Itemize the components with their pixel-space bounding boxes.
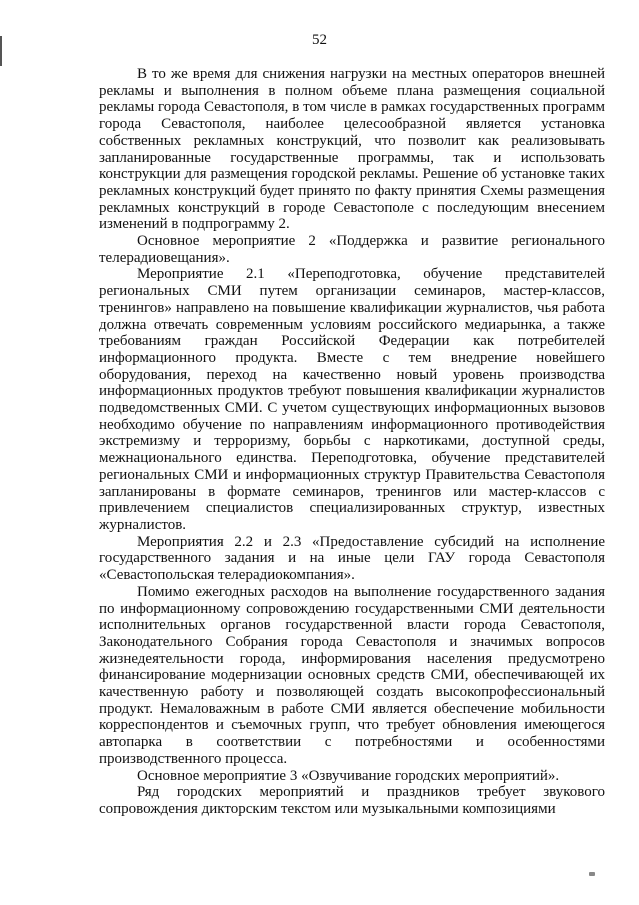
page-number: 52 — [312, 32, 327, 48]
paragraph-main-event-3-heading: Основное мероприятие 3 «Озвучивание городских мероприятий». — [137, 767, 560, 784]
paragraph-events-2-2-2-3: Мероприятия 2.2 и 2.3 «Предоставление субсидий на исполнение государственного задания и на иные цели ГАУ города Севастополя «Севастопольская телерадиокомпания». — [99, 533, 605, 584]
paragraph-city-events-sound: Ряд городских мероприятий и праздников требует звукового сопровождения дикторским текстом или музыкальными композициями — [99, 784, 605, 817]
paragraph-event-2-1: Мероприятие 2.1 «Переподготовка, обучение представителей региональных СМИ путем организации семинаров, мастер-классов, тренингов» направлено на повышение квалификации журналистов, чья работа должна отвечать современным условиям российского медиарынка, а также требованиям граждан Российской Федерации как потребителей информационного продукта. Вместе с тем внедрение новейшего оборудования, переход на качественно новый уровень производства информационных продуктов требуют повышения квалификации журналистов подведомственных СМИ. С учетом существующих информационных вызовов необходимо обучение по направлениям информационного противодействия экстремизму и терроризму, борьбы с наркотиками, доступной среды, межнационального единства. Переподготовка, обучение представителей региональных СМИ и информационных структур Правительства Севастополя запланированы в формате семинаров, тренингов или мастер-классов с привлечением специалистов специализированных структур, известных журналистов. — [99, 266, 605, 533]
scan-artifact — [589, 872, 595, 876]
paragraph-advertising-structures: В то же время для снижения нагрузки на местных операторов внешней рекламы и выполнения в полном объеме плана размещения социальной рекламы города Севастополя, в том числе в рамках государственных программ города Севастополя, наиболее целесообразной является установка собственных рекламных конструкций, что позволит как реализовывать запланированные государственные программы, так и использовать конструкции для размещения городской рекламы. Решение об установке таких рекламных конструкций будет принято по факту принятия Схемы размещения рекламных конструкций в городе Севастополе с последующим внесением изменений в подпрограмму 2. — [99, 66, 605, 233]
document-body — [99, 66, 605, 818]
paragraph-main-event-2-heading: Основное мероприятие 2 «Поддержка и развитие регионального телерадиовещания». — [99, 233, 605, 266]
paragraph-annual-expenses: Помимо ежегодных расходов на выполнение государственного задания по информационному сопровождению государственными СМИ деятельности исполнительных органов государственной власти города Севастополя, Законодательного Собрания города Севастополя и значимых вопросов жизнедеятельности города, информирования населения предусмотрено финансирование модернизации основных средств СМИ, обеспечивающей их качественную работу и позволяющей создать высокопрофессиональный продукт. Немаловажным в работе СМИ является обеспечение мобильности корреспондентов и съемочных групп, что требует обновления имеющегося автопарка в соответствии с потребностями и особенностями производственного процесса. — [99, 583, 605, 767]
